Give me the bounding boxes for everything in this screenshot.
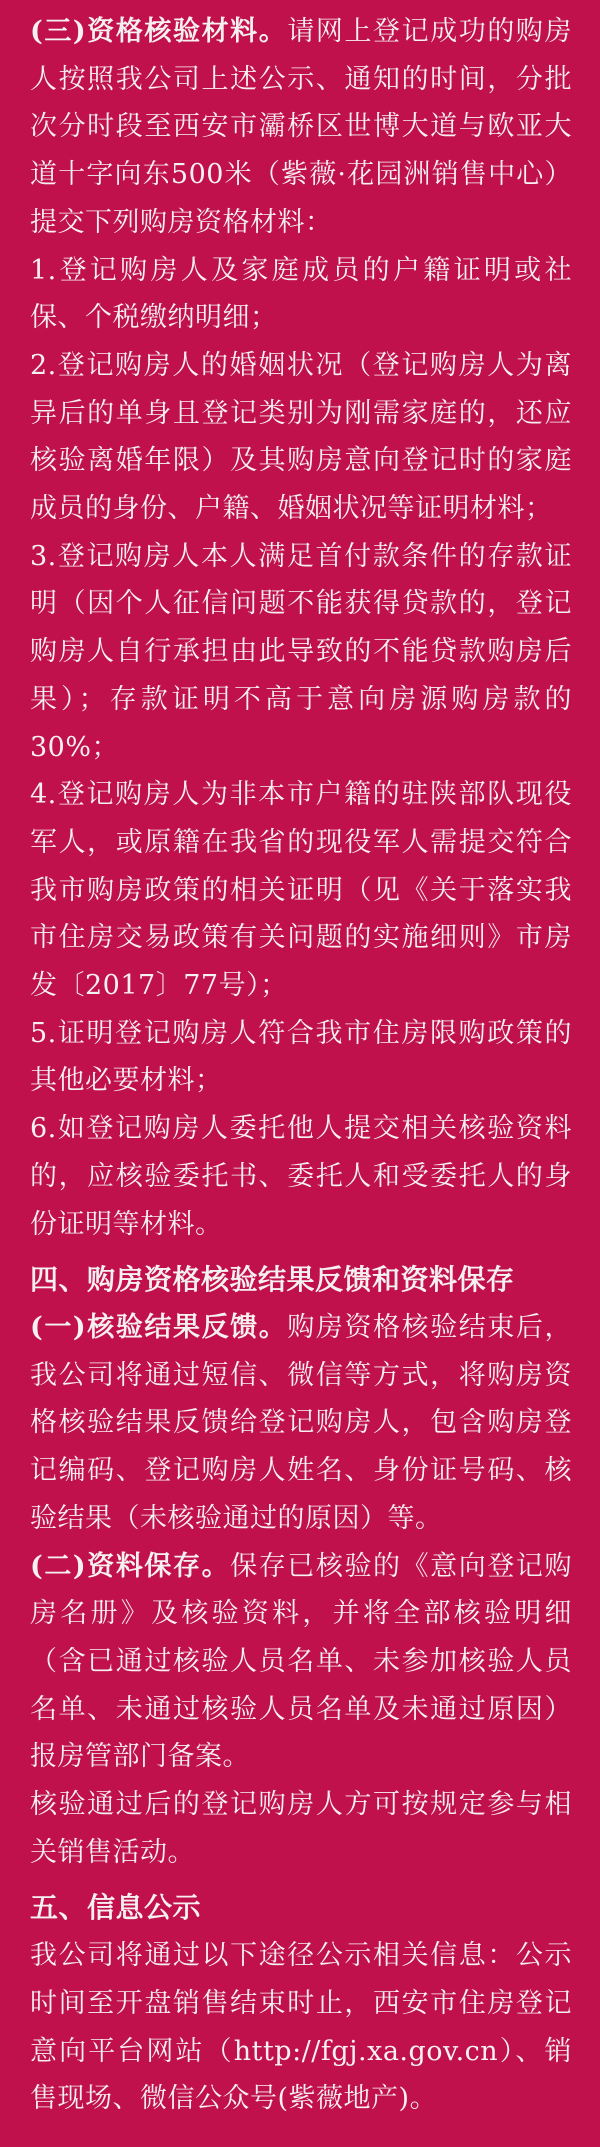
paragraph-text: 4.登记购房人为非本市户籍的驻陕部队现役军人，或原籍在我省的现役军人需提交符合我市购房政策的相关证明（见《关于落实我市住房交易政策有关问题的实施细则》市房发〔2017〕77号）； xyxy=(30,779,572,1002)
list-item-5 xyxy=(30,1010,572,1105)
list-item-1 xyxy=(30,247,572,342)
paragraph-qualification-materials xyxy=(30,8,572,247)
paragraph-text: 1.登记购房人及家庭成员的户籍证明或社保、个税缴纳明细； xyxy=(30,254,572,334)
paragraph-text: 我公司将通过以下途径公示相关信息：公示时间至开盘销售结束时止，西安市住房登记意向平台网站（http://fgj.xa.gov.cn）、销售现场、微信公众号(紫薇地产)。 xyxy=(30,1940,572,2115)
paragraph-text: 保存已核验的《意向登记购房名册》及核验资料，并将全部核验明细（含已通过核验人员名单、未参加核验人员名单、未通过核验人员名单及未通过原因）报房管部门备案。 xyxy=(30,1550,572,1773)
list-item-2 xyxy=(30,342,572,533)
paragraph-text: 5.证明登记购房人符合我市住房限购政策的其他必要材料； xyxy=(30,1017,572,1097)
paragraph-result-feedback xyxy=(30,1304,572,1543)
list-item-4 xyxy=(30,771,572,1010)
paragraph-lead: (三)资格核验材料。 xyxy=(30,16,288,47)
section-heading-5: 五、信息公示 xyxy=(30,1891,202,1925)
paragraph-text: 3.登记购房人本人满足首付款条件的存款证明（因个人征信问题不能获得贷款的，登记购房人自行承担由此导致的不能贷款购房后果）；存款证明不高于意向房源购房款的30%； xyxy=(30,540,572,763)
paragraph-text: 核验通过后的登记购房人方可按规定参与相关销售活动。 xyxy=(30,1789,572,1868)
paragraph-text: 2.登记购房人的婚姻状况（登记购房人为离异后的单身且登记类别为刚需家庭的，还应核验离婚年限）及其购房意向登记时的家庭成员的身份、户籍、婚姻状况等证明材料； xyxy=(30,349,572,525)
paragraph-sales-participation xyxy=(30,1781,572,1876)
section-heading-4: 四、购房资格核验结果反馈和资料保存 xyxy=(30,1263,515,1297)
list-item-6 xyxy=(30,1105,572,1248)
paragraph-lead: (二)资料保存。 xyxy=(30,1550,231,1582)
paragraph-text: 6.如登记购房人委托他人提交相关核验资料的，应核验委托书、委托人和受委托人的身份证明等材料。 xyxy=(30,1113,572,1240)
paragraph-lead: (一)核验结果反馈。 xyxy=(30,1311,288,1343)
paragraph-text: 购房资格核验结束后，我公司将通过短信、微信等方式，将购房资格核验结果反馈给登记购房人，包含购房登记编码、登记购房人姓名、身份证号码、核验结果（未核验通过的原因）等。 xyxy=(30,1311,572,1534)
list-item-3 xyxy=(30,533,572,772)
paragraph-information-publicity xyxy=(30,1932,572,2123)
paragraph-text: 请网上登记成功的购房人按照我公司上述公示、通知的时间，分批次分时段至西安市灞桥区世博大道与欧亚大道十字向东500米（紫薇·花园洲销售中心）提交下列购房资格材料： xyxy=(30,16,572,238)
paragraph-data-retention xyxy=(30,1543,572,1782)
